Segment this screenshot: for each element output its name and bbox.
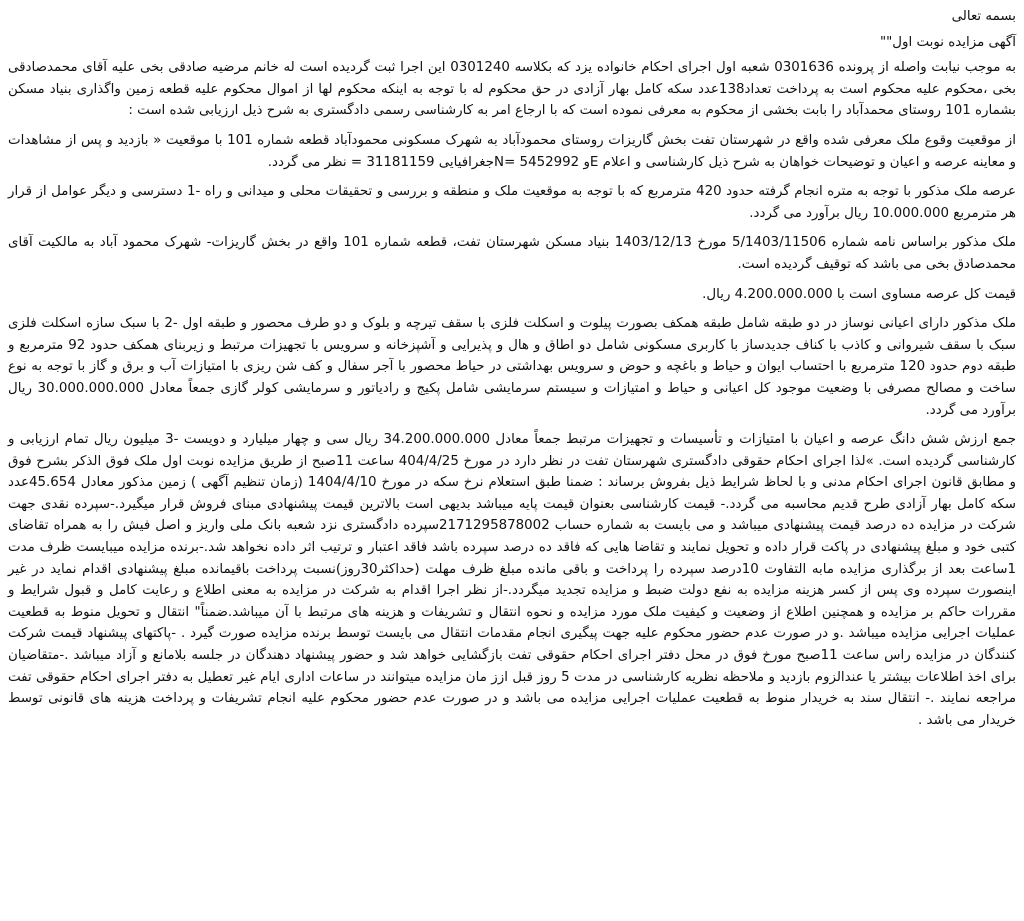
location-paragraph: از موقعیت وقوع ملک معرفی شده واقع در شهرستان تفت بخش گاریزات روستای محمودآباد به شهرک مسکونی محمودآباد قطعه شماره 101 با موقعیت « بازدید و پس از مشاهدات و معاینه عرصه و اعیان و توضیحات خواهان به شرح ذیل کارشناسی و اعلام Eو 5452992 =Nجغرافیایی 31181159 = نظر می گردد. [8,132,1016,170]
auction-conditions-paragraph: جمع ارزش شش دانگ عرصه و اعیان با امتیازات و تأسیسات و تجهیزات مرتبط جمعاً معادل 34.200.000.000 ریال سی و چهار میلیارد و دویست -3 میلیون ریال تمام ارزیابی و کارشناسی گردیده است. »لذا اجرای احکام حقوقی دادگستری شهرستان تفت در نظر دارد در مورخ 404/4/25 ساعت 11صبح از طریق مزایده نوبت اول ملک فوق الذکر بشرح فوق و مطابق قانون اجرای احکام مدنی و با لحاظ شرایط ذیل بفروش برساند : ضمنا طبق استعلام نرخ سکه در مورخ 1404/4/10 (زمان تنظیم آگهی ) زمین مذکور معادل 45.654عدد سکه کامل بهار آزادی طرح قدیم محاسبه می گردد.- قیمت کارشناسی بعنوان قیمت پایه میباشد بدیهی است بالاترین قیمت پیشنهادی مبنای فروش قرار میگیرد.-سپرده نقدی جهت شرکت در مزایده ده درصد قیمت پیشنهادی میباشد و می بایست به شماره حساب 2171295878002سپرده دادگستری نزد شعبه بانک ملی واریز و اصل فیش را به همراه تقاضای کتبی خود و مبلغ پیشنهادی در پاکت قرار داده و تحویل نمایند و تقاضا هایی که فاقد ده درصد سپرده باشد فاقد اعتبار و ترتیب اثر داده نخواهد شد.-برنده مزایده میبایست ظرف مدت 1ساعت بعد از برگذاری مزایده مابه التفاوت 10درصد سپرده را پرداخت و باقی مانده مبلغ ظرف مهلت (حداکثر30روز)نسبت پرداخت باقیمانده مبلغ پیشنهادی اقدام نماید در غیر اینصورت سپرده وی پس از کسر هزینه مزایده به نفع دولت ضبط و مزایده تجدید میگردد.-از نظر اجرا اقدام به شرکت در مزایده به معنی اطلاع و رعایت کامل و قبول شرایط و مقررات حاکم بر مزایده و همچنین اطلاع از وضعیت و کیفیت ملک مورد مزایده و نحوه انتقال و تشریفات و هزینه های مرتبط با آن میباشد.ضمناً" انتقال و تحویل منوط به قطعیت عملیات اجرایی مزایده میباشد .و در صورت عدم حضور محکوم علیه جهت پیگیری انجام مقدمات انتقال می بایست توسط برنده مزایده صورت گیرد . -پاکتهای پیشنهاد قیمت شرکت کنندگان در مزایده راس ساعت 11صبح مورخ فوق در محل دفتر اجرای احکام حقوقی تفت بازگشایی خواهد شد و حضور پیشنهاد دهندگان در جلسه بلامانع و آزاد میباشد .-متقاضیان برای اخذ اطلاعات بیشتر یا عندالزوم بازدید و ملاحظه نظریه کارشناسی در مدت 5 روز قبل ازز مان مزایده میتوانند در ساعات اداری ایام غیر تعطیل به دفتر اجرای احکام حقوقی تفت مراجعه نمایند .- انتقال سند به خریدار منوط به قطعیت عملیات اجرایی مزایده می باشد و در صورت عدم حضور محکوم علیه انجام تشریفات و پرداخت هزینه های قانونی توسط خریدار می باشد . [8,432,1017,728]
invocation-heading: بسمه تعالی [951,9,1016,24]
land-total-price: قیمت کل عرصه مساوی است با 4.200.000.000 ریال. [702,286,1016,302]
building-description-paragraph: ملک مذکور دارای اعیانی نوساز در دو طبقه شامل طبقه همکف بصورت پیلوت و اسکلت فلزی با سقف تیرچه و بلوک و دو طرف محصور و طبقه اول -2 با سبک سازه اسکلت فلزی سبک با سقف شیروانی و کاذب با کناف جدیدساز با کاربری مسکونی شامل دو اطاق و هال و پذیرایی و آشپزخانه و سرویس با تجهیزات مرتبط و زیربنای همکف حدود 92 مترمربع و طبقه دوم حدود 120 مترمربع با احتساب ایوان و حیاط و باغچه و حوض و سرویس بهداشتی در حیاط محصور با آجر سفال و کف شن ریزی با امتیازات آب و برق و گاز با توجه به نوع ساخت و مصالح مصرفی با وضعیت موجود کل اعیانی و حیاط و امتیازات و سیستم سرمایشی شامل پکیج و رادیاتور و سرمایشی کولر گازی جمعاً معادل 30.000.000.000 ریال برآورد می گردد. [8,316,1016,418]
land-area-paragraph: عرصه ملک مذکور با توجه به متره انجام گرفته حدود 420 مترمربع که با توجه به موقعیت ملک و منطقه و بررسی و تحقیقات محلی و میدانی و راه -1 دسترسی و دیگر عوامل از قرار هر مترمربع 10.000.000 ریال برآورد می گردد. [8,184,1016,221]
notice-title: آگهی مزایده نوبت اول"" [879,34,1016,50]
intro-paragraph: به موجب نیابت واصله از پرونده 0301636 شعبه اول اجرای احکام خانواده یزد که بکلاسه 0301240 این اجرا ثبت گردیده است له خانم مرضیه صادقی بخی علیه آقای محمدصادقی بخی ،محکوم علیه محکوم است به پرداخت تعداد138عدد سکه کامل بهار آزادی در حق محکوم له با توجه به اینکه محکوم لها از اموال محکوم علیه قطعه زمین واگذاری بنیاد مسکن بشماره 101 روستای محمدآباد را بابت بخشی از محکوم به معرفی نموده است که با ارجاع امر به کارشناسی رسمی دادگستری به شرح ذیل ارزیابی شده است : [8,60,1016,119]
ownership-paragraph: ملک مذکور براساس نامه شماره 5/1403/11506 مورخ 1403/12/13 بنیاد مسکن شهرستان تفت، قطعه شماره 101 واقع در بخش گاریزات- شهرک محمود آباد به مالکیت آقای محمدصادق بخی می باشد که توقیف گردیده است. [8,235,1017,272]
